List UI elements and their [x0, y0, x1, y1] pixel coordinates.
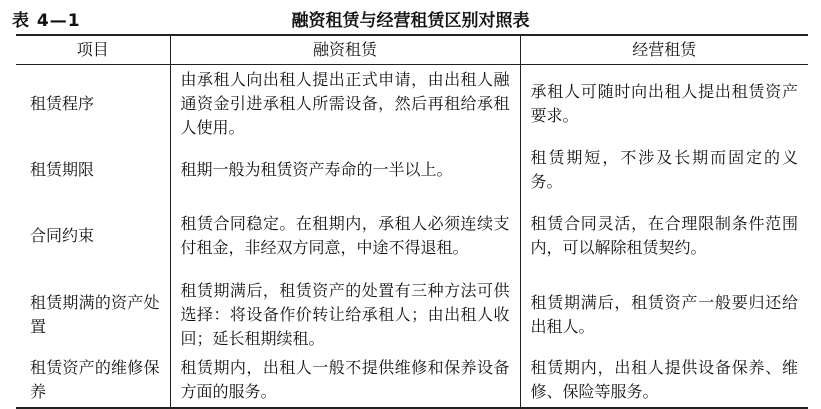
finance-lease-cell: 租赁合同稳定。在租期内，承租人必须连续支付租金，非经双方同意，中途不得退租。: [170, 196, 520, 276]
operating-lease-cell: 租赁合同灵活，在合理限制条件范围内，可以解除租赁契约。: [520, 196, 808, 276]
row-label: 租赁程序: [30, 94, 95, 114]
finance-lease-cell: 租赁期内，出租人一般不提供维修和保养设备方面的服务。: [170, 354, 520, 408]
operating-lease-cell: 租赁期短，不涉及长期而固定的义务。: [520, 144, 808, 196]
finance-lease-cell: 由承租人向出租人提出正式申请，由出租人融通资金引进承租人所需设备，然后再租给承租人使用。: [170, 65, 520, 144]
finance-lease-cell: 租赁期满后，租赁资产的处置有三种方法可供选择：将设备作价转让给承租人；由出租人收回；延长租期续租。: [170, 276, 520, 354]
comparison-table: [16, 34, 808, 409]
row-label: 租赁期满的资产处置: [30, 292, 160, 336]
operating-lease-cell: 租赁期内，出租人提供设备保养、维修、保险等服务。: [520, 354, 808, 408]
table-row: [16, 144, 808, 196]
header-item: 项目: [16, 35, 170, 65]
table-row: [16, 65, 808, 144]
header-finance-lease: 融资租赁: [170, 35, 520, 65]
row-label: 租赁期限: [30, 159, 95, 179]
operating-lease-cell: 承租人可随时向出租人提出租赁资产要求。: [520, 65, 808, 144]
table-number: 表 4—1: [12, 11, 81, 31]
operating-lease-cell: 租赁期满后，租赁资产一般要归还给出租人。: [520, 276, 808, 354]
table-row: [16, 276, 808, 354]
finance-lease-cell: 租期一般为租赁资产寿命的一半以上。: [170, 144, 520, 196]
table-row: [16, 354, 808, 408]
table-title: 融资租赁与经营租赁区别对照表: [291, 11, 530, 31]
header-operating-lease: 经营租赁: [520, 35, 808, 65]
table-caption: [0, 0, 821, 32]
row-label: 租赁资产的维修保养: [16, 354, 170, 408]
header-row: [16, 35, 808, 65]
row-label: 合同约束: [30, 225, 95, 245]
table-row: [16, 196, 808, 276]
